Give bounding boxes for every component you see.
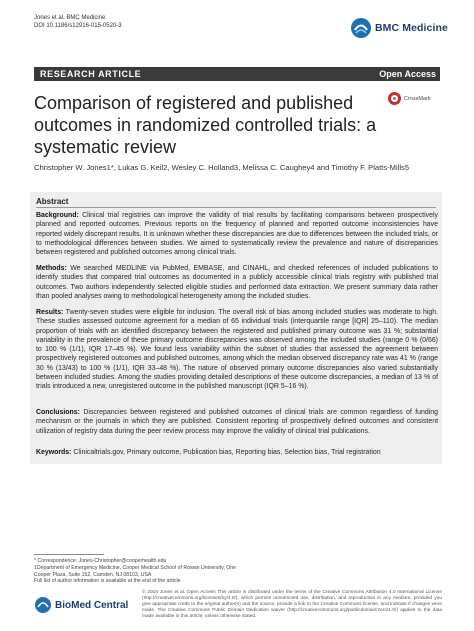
open-access-label: Open Access bbox=[379, 69, 436, 79]
abstract-conclusions bbox=[36, 408, 438, 436]
crossmark-label: CrossMark bbox=[404, 95, 431, 102]
license-text: © 2015 Jones et al. Open Access This article is distributed under the terms of the Creative Commons Attribution 4.0 International License (http://creativecommons.org/licenses/by/4.0/), which permits unrestricted use, distribution, and reproduction in any medium, provided you give appropriate credit to the original author(s) and the source, provide a link to the Creative Commons license, and indicate if changes were made. The Creative Commons Public Domain Dedication waiver (http://creativecommons.org/publicdomain/zero/1.0/) applies to the data made available in this article, unless otherwise stated. bbox=[142, 590, 442, 619]
running-header bbox=[34, 14, 122, 30]
abstract-results bbox=[36, 308, 438, 392]
background-text: Clinical trial registries can improve the validity of trial results by facilitating comparisons between prospectively planned and reported outcomes. Previous reports on the frequency of planned and reported outcome inconsistencies have reported widely discrepant results. It is unknown whether these discrepancies are due to differences between the included trials, or to methodological differences between studies. We aimed to systematically review the prevalence and nature of discrepancies between registered and published outcomes among clinical trials. bbox=[36, 212, 438, 257]
crossmark-badge[interactable] bbox=[388, 92, 431, 105]
citation: Jones et al. BMC Medicine bbox=[34, 15, 106, 21]
keywords-label: Keywords: bbox=[36, 449, 72, 456]
doi: DOI 10.1186/s12916-015-0520-3 bbox=[34, 23, 122, 29]
crossmark-icon bbox=[388, 92, 401, 105]
biomed-central-icon bbox=[34, 596, 52, 614]
methods-label: Methods: bbox=[36, 265, 67, 272]
abstract-heading: Abstract bbox=[36, 197, 69, 206]
conclusions-label: Conclusions: bbox=[36, 409, 80, 416]
journal-logo[interactable] bbox=[350, 17, 448, 39]
methods-text: We searched MEDLINE via PubMed, EMBASE, and CINAHL, and checked references of included publications to identify studies that compared trial outcomes as documented in a publicly accessible clinical trials registry with published trial outcomes. Two authors independently selected eligible studies and performed data extraction. We present summary data rather than pooled analyses owing to methodological heterogeneity among the included studies. bbox=[36, 265, 438, 300]
footnote-divider bbox=[34, 554, 104, 555]
affiliation: 1Department of Emergency Medicine, Cooper Medical School of Rowan University, One Cooper Plaza, Suite 152, Camden, NJ 08103, USA bbox=[34, 564, 237, 578]
footnotes bbox=[34, 558, 244, 585]
abstract-divider bbox=[36, 207, 436, 208]
abstract-keywords bbox=[36, 448, 438, 457]
results-text: Twenty-seven studies were eligible for inclusion. The overall risk of bias among included studies was moderate to high. These studies assessed outcome agreement for a median of 65 individual trials (interquartile range [IQR] 25–110). The median proportion of trials with an identified discrepancy between the registered and published primary outcome was 31 %; substantial variability in the prevalence of these primary outcome discrepancies was observed among the included studies (range 0 % (0/66) to 100 % (1/1), IQR 17–45 %). We found less variability within the subset of studies that assessed the agreement between prospectively registered outcomes and published outcomes, among which the median observed discrepancy rate was 41 % (range 30 % (13/43) to 100 % (1/1), IQR 33–48 %). The nature of observed primary outcome discrepancies also varied substantially between included studies. Among the studies providing detailed descriptions of these outcome discrepancies, a median of 13 % of trials introduced a new, unregistered outcome in the published manuscript (IQR 5–16 %). bbox=[36, 309, 438, 391]
conclusions-text: Discrepancies between registered and published outcomes of clinical trials are common regardless of funding mechanism or the journals in which they are published. Consistent reporting of prospectively defined outcomes and consistent utilization of registry data during the peer review process may improve the validity of clinical trial publications. bbox=[36, 409, 438, 435]
results-label: Results: bbox=[36, 309, 64, 316]
keywords-text: Clinicaltrials.gov, Primary outcome, Publication bias, Reporting bias, Selection bias, Trial registration bbox=[73, 449, 381, 456]
journal-name: BMC Medicine bbox=[375, 22, 448, 34]
bmc-logo-icon bbox=[350, 17, 372, 39]
author-info-note: Full list of author information is available at the end of the article bbox=[34, 578, 181, 585]
abstract-methods bbox=[36, 264, 438, 301]
author-list: Christopher W. Jones1*, Lukas G. Keil2, Wesley C. Holland3, Melissa C. Caughey4 and Timothy F. Platts-Mills5 bbox=[34, 163, 410, 172]
article-title: Comparison of registered and published outcomes in randomized controlled trials: a systematic review bbox=[34, 93, 377, 157]
article-type-label: RESEARCH ARTICLE bbox=[40, 69, 142, 79]
abstract-background bbox=[36, 211, 438, 257]
publisher-name: BioMed Central bbox=[55, 599, 129, 611]
background-label: Background: bbox=[36, 212, 79, 219]
publisher-logo[interactable] bbox=[34, 596, 128, 614]
correspondence: * Correspondence: Jones-Christopher@cooperhealth.edu bbox=[34, 558, 167, 564]
